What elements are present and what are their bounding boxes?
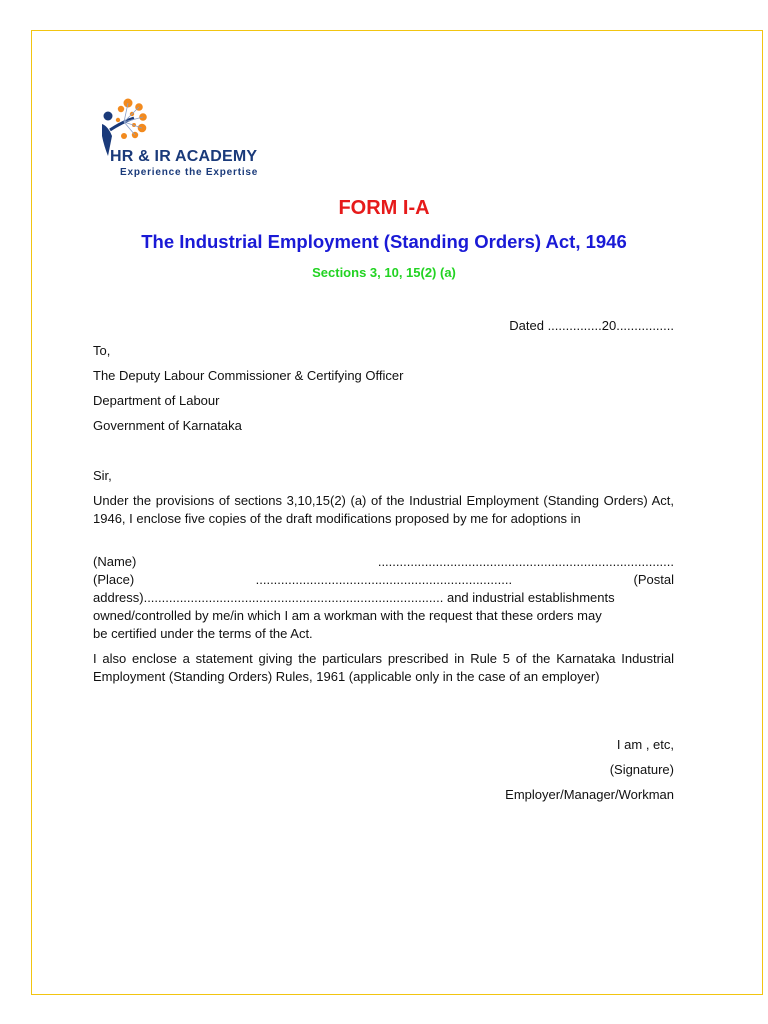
place-row <box>93 571 674 589</box>
address-line-2: Department of Labour <box>93 393 220 408</box>
owned-line: owned/controlled by me/in which I am a workman with the request that these orders may <box>93 608 602 623</box>
designation-label: Employer/Manager/Workman <box>505 787 674 802</box>
name-row <box>93 553 674 571</box>
sections-subtitle: Sections 3, 10, 15(2) (a) <box>312 265 456 280</box>
name-label: (Name) <box>93 554 137 569</box>
address-line-3: Government of Karnataka <box>93 418 242 433</box>
act-title: The Industrial Employment (Standing Orders) Act, 1946 <box>141 231 627 252</box>
salutation: Sir, <box>93 468 112 483</box>
postal-label: (Postal <box>633 572 674 587</box>
name-field: .................................................................................. <box>377 554 674 569</box>
logo-name: HR & IR ACADEMY <box>110 148 258 165</box>
logo-tagline: Experience the Expertise <box>120 167 259 178</box>
address-row <box>93 589 674 607</box>
paragraph-provisions: Under the provisions of sections 3,10,15(2) (a) of the Industrial Employment (Standing Orders) Act, 1946, I enclose five copies of the draft modifications proposed by me for adoptions in <box>93 493 674 526</box>
dated-line: Dated ...............20................ <box>509 318 674 333</box>
paragraph-statement: I also enclose a statement giving the particulars prescribed in Rule 5 of the Karnataka Industrial Employment (Standing Orders) Rules, 1961 (applicable only in the case of an employer) <box>93 651 674 684</box>
closing-line-1: I am , etc, <box>616 737 674 752</box>
address-line-1: The Deputy Labour Commissioner & Certifying Officer <box>93 368 404 383</box>
address-field-line: address)................................................................................... and industrial establishments <box>93 590 615 605</box>
certified-line: be certified under the terms of the Act. <box>93 626 313 641</box>
place-label: (Place) <box>93 572 135 587</box>
place-field: ....................................................................... <box>255 572 513 587</box>
address-to: To, <box>93 343 111 358</box>
fill-in-block <box>93 553 674 643</box>
signature-label: (Signature) <box>609 762 674 777</box>
form-title: FORM I-A <box>338 197 430 219</box>
